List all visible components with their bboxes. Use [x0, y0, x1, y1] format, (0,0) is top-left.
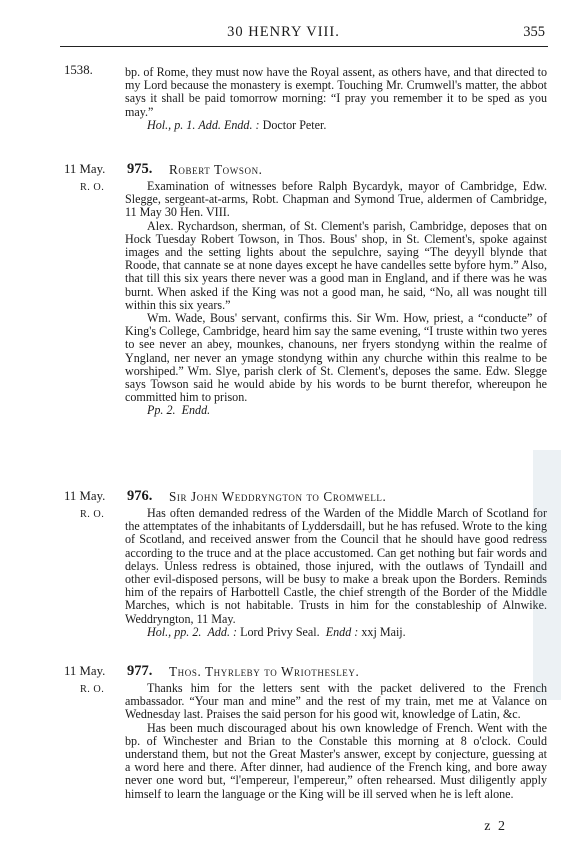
entry-body-975	[125, 180, 547, 418]
running-head	[0, 26, 567, 46]
paragraph: Examination of witnesses before Ralph Bycardyk, mayor of Cambridge, Edw. Slegge, sergeant-at-arms, Robt. Chapman and Symond True, aldermen of Cambridge, 11 May 30 Hen. VIII.	[125, 179, 547, 220]
paragraph: Has been much discouraged about his own knowledge of French. Went with the bp. of Winchester and Brian to the Constable this morning at 8 o'clock. Could understand them, but not the Great Master's answer, except by conjecture, guessing at a word here and there. After dinner, had audience of the French king, and bore away never one word but, “l'empereur, l'empereur,” often rehearsed. Must diligently apply himself to learn the language or the King will be ill served when he is left alone.	[125, 720, 547, 801]
page-number: 355	[523, 24, 545, 40]
endorse-endd: Endd. :	[223, 117, 260, 132]
entry-title: Robert Towson.	[169, 162, 263, 177]
entry-body-977	[125, 682, 547, 801]
continuation-endorsement	[147, 119, 547, 132]
entry-number: 975.	[127, 161, 153, 177]
entry-endorsement	[147, 626, 547, 639]
source-label: R. O.	[80, 509, 105, 520]
paragraph: Wm. Wade, Bous' servant, confirms this. Sir Wm. How, priest, a “conducte” of King's College, Cambridge, heard him say the same evening, “I truste within two yeres to see never an abey, mounkes, chanouns, ner fryers stondyng within the realme of Yngland, ner never an ymage stondyng within any churche within this realme to be worshiped.” Wm. Slye, parish clerk of St. Clement's, deposes the same. Edw. Slegge says Towson said he would abide by his words to be burnt therefor, whereupon he committed him to prison.	[125, 311, 547, 405]
endorse-address: Lord Privy Seal.	[240, 624, 320, 639]
paragraph: Has often demanded redress of the Warden of the Middle March of Scotland for the attemptates of the inhabitants of Lyddersdaill, but he has refused. Wrote to the king of Scotland, and received answer from the Council that he should have good redress according to the truce and at the place accustomed. Can get nothing but fair words and delays. Unless redress is obtained, those injured, with the outlaws of Tyndaill and other evil-disposed persons, will be busy to make a break upon the Borders. Reminds him of the repairs of Harbottell Castle, the chief strength of the Border of the Middle Marches, which is not habitable. Trusts in him for the constableship of Alnwike. Weddryngton, 11 May.	[125, 506, 547, 626]
entry-source-976	[64, 507, 108, 521]
endorse-pages: Pp. 2.	[147, 403, 176, 418]
endorse-add: Add. :	[207, 624, 238, 639]
entry-source-975	[64, 180, 108, 194]
endorse-add: Add.	[198, 117, 221, 132]
entry-date: 11 May.	[64, 664, 106, 678]
year-margin	[64, 64, 108, 77]
entry-date: 11 May.	[64, 162, 106, 176]
entry-number: 977.	[127, 663, 153, 679]
endorse-value: Doctor Peter.	[262, 117, 327, 132]
endorse-endd: Endd.	[181, 403, 211, 418]
paragraph: Alex. Rychardson, sherman, of St. Clement's parish, Cambridge, deposes that on Hock Tuesday Robert Towson, in Thos. Bous' shop, in St. Clement's, spoke against images and the setting lights about the sepulchre, saying “The deyyll blynde that Roode, that cannate se at none dayes except he have candelles sette byfore hym.” Also, that till this six years there never was a good man in England, and if there was he was burnt. When asked if the King was not a good man, he said, “No, all was nought till within this six years.”	[125, 218, 547, 312]
endorse-hol: Hol., p. 1.	[147, 117, 196, 132]
continuation-text: bp. of Rome, they must now have the Royal assent, as others have, and that directed to my Lord because the monastery is exempt. Touching Mr. Crumwell's matter, the abbot says it shall be paid tomorrow morning: “I pray you remember it to be sped as you may.”	[125, 65, 547, 119]
entry-body-976	[125, 507, 547, 639]
entry-number: 976.	[127, 488, 153, 504]
entry-title: Sir John Weddryngton to Cromwell.	[169, 489, 387, 504]
entry-endorsement	[147, 404, 547, 417]
source-label: R. O.	[80, 182, 105, 193]
running-head-title: 30 HENRY VIII.	[227, 24, 340, 40]
source-label: R. O.	[80, 684, 105, 695]
endorse-date: xxj Maij.	[361, 624, 406, 639]
continuation-block	[125, 66, 547, 132]
endorse-endd: Endd :	[325, 624, 359, 639]
header-rule	[60, 46, 548, 47]
endorse-pages: Hol., pp. 2.	[147, 624, 202, 639]
watermark-stamp	[527, 450, 567, 700]
paragraph: Thanks him for the letters sent with the packet delivered to the French ambassador. “Your man and mine” and the rest of my train, met me at Valance on Wednesday last. Praises the said person for his good wit, knowledge of Latin, &c.	[125, 681, 547, 722]
year-label: 1538.	[64, 63, 93, 77]
entry-title: Thos. Thyrleby to Wriothesley.	[169, 664, 360, 679]
signature-mark: z 2	[484, 819, 507, 834]
entry-date: 11 May.	[64, 489, 106, 503]
entry-source-977	[64, 682, 108, 696]
